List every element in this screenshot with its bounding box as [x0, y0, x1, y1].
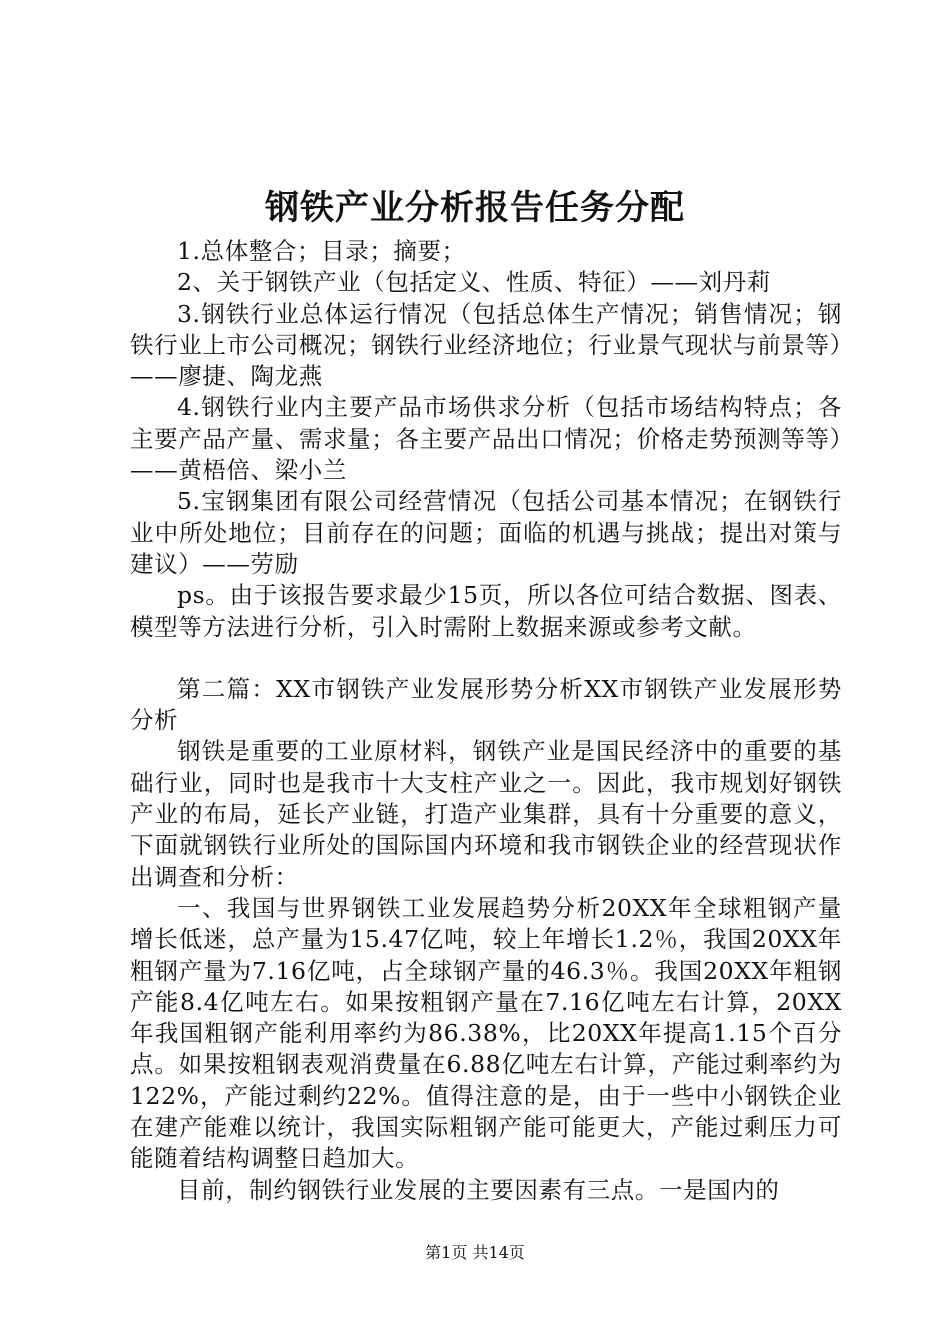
document-body [130, 236, 842, 1206]
trend-analysis-paragraph: 一、我国与世界钢铁工业发展趋势分析20XX年全球粗钢产量增长低迷，总产量为15.47亿吨，较上年增长1.2％，我国20XX年粗钢产量为7.16亿吨，占全球钢产量的46.3％。我国20XX年粗钢产能8.4亿吨左右。如果按粗钢产量在7.16亿吨左右计算，20XX年我国粗钢产能利用率约为86.38%，比20XX年提高1.15个百分点。如果按粗钢表观消费量在6.88亿吨左右计算，产能过剩率约为122%，产能过剩约22%。值得注意的是，由于一些中小钢铁企业在建产能难以统计，我国实际粗钢产能可能更大，产能过剩压力可能随着结构调整日趋加大。 [130, 893, 842, 1173]
ps-note: ps。由于该报告要求最少15页，所以各位可结合数据、图表、模型等方法进行分析，引入时需附上数据来源或参考文献。 [130, 581, 842, 641]
section-two-heading: 第二篇：XX市钢铁产业发展形势分析XX市钢铁产业发展形势分析 [130, 674, 842, 735]
document-title: 钢铁产业分析报告任务分配 [265, 188, 685, 228]
task-item-4: 4.钢铁行业内主要产品市场供求分析（包括市场结构特点；各主要产品产量、需求量；各主要产品出口情况；价格走势预测等等）——黄梧倍、梁小兰 [130, 393, 842, 485]
task-item-3: 3.钢铁行业总体运行情况（包括总体生产情况；销售情况；钢铁行业上市公司概况；钢铁行业经济地位；行业景气现状与前景等）——廖捷、陶龙燕 [130, 299, 842, 391]
page-number-footer: 第1页 共14页 [425, 1243, 525, 1262]
section-spacer [130, 643, 842, 674]
task-item-1: 1.总体整合；目录；摘要； [177, 237, 466, 265]
task-item-2: 2、关于钢铁产业（包括定义、性质、特征）——刘丹莉 [177, 268, 771, 297]
constraints-paragraph: 目前，制约钢铁行业发展的主要因素有三点。一是国内的 [177, 1175, 780, 1204]
task-item-5: 5.宝钢集团有限公司经营情况（包括公司基本情况；在钢铁行业中所处地位；目前存在的问题；面临的机遇与挑战；提出对策与建议）——劳励 [130, 487, 842, 578]
intro-paragraph: 钢铁是重要的工业原材料，钢铁产业是国民经济中的重要的基础行业，同时也是我市十大支柱产业之一。因此，我市规划好钢铁产业的布局，延长产业链，打造产业集群，具有十分重要的意义，下面就钢铁行业所处的国际国内环境和我市钢铁企业的经营现状作出调查和分析： [130, 737, 842, 891]
